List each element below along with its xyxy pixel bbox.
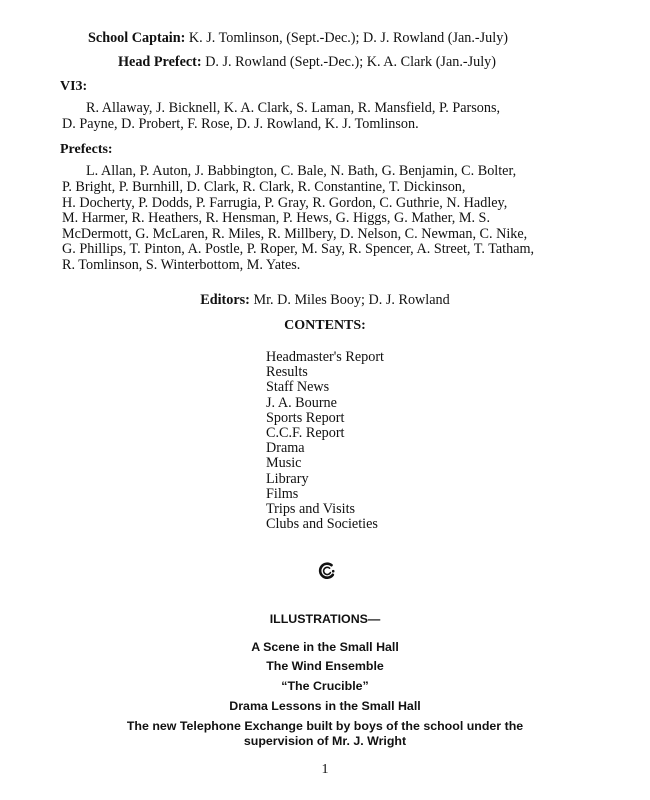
contents-item: Clubs and Societies	[266, 516, 378, 533]
contents-item: C.C.F. Report	[266, 425, 345, 442]
vi3-line-2: D. Payne, D. Probert, F. Rose, D. J. Rowland, K. J. Tomlinson.	[62, 116, 419, 132]
vi3-line-1: R. Allaway, J. Bicknell, K. A. Clark, S. Laman, R. Mansfield, P. Parsons,	[86, 100, 501, 116]
contents-item: Library	[266, 470, 309, 487]
prefects-line: G. Phillips, T. Pinton, A. Postle, P. Roper, M. Say, R. Spencer, A. Street, T. Tatham,	[62, 241, 535, 257]
prefects-line: M. Harmer, R. Heathers, R. Hensman, P. Hews, G. Higgs, G. Mather, M. S.	[62, 210, 490, 226]
head-prefect-label: Head Prefect:	[118, 54, 202, 70]
illustration-item: The new Telephone Exchange built by boys of the school under the	[126, 719, 524, 733]
school-captain-line	[88, 30, 508, 46]
prefects-line: P. Bright, P. Burnhill, D. Clark, R. Clark, R. Constantine, T. Dickinson,	[62, 179, 466, 195]
editors-line	[0, 292, 650, 308]
contents-item: J. A. Bourne	[266, 394, 337, 411]
prefects-line: L. Allan, P. Auton, J. Babbington, C. Bale, N. Bath, G. Benjamin, C. Bolter,	[86, 163, 517, 179]
illustration-item: Drama Lessons in the Small Hall	[229, 699, 421, 713]
illustration-item: The Wind Ensemble	[266, 659, 384, 673]
contents-item: Trips and Visits	[266, 501, 356, 518]
contents-item: Sports Report	[266, 409, 345, 426]
contents-item: Music	[266, 455, 302, 472]
prefects-line: H. Docherty, P. Dodds, P. Farrugia, P. Gray, R. Gordon, C. Guthrie, N. Hadley,	[62, 195, 508, 211]
illustration-item: A Scene in the Small Hall	[251, 640, 399, 654]
contents-item: Results	[266, 364, 308, 381]
school-captain-label: School Captain:	[88, 30, 186, 46]
school-captain-text: K. J. Tomlinson, (Sept.-Dec.); D. J. Rowland (Jan.-July)	[188, 30, 509, 46]
head-prefect-text: D. J. Rowland (Sept.-Dec.); K. A. Clark (Jan.-July)	[205, 54, 496, 70]
editors-text: Mr. D. Miles Booy; D. J. Rowland	[253, 292, 450, 308]
head-prefect-line	[118, 54, 496, 70]
ornament-icon	[318, 562, 336, 580]
prefects-line: McDermott, G. McLaren, R. Miles, R. Millbery, D. Nelson, C. Newman, C. Nike,	[62, 226, 528, 242]
contents-item: Films	[266, 485, 299, 502]
editors-label: Editors:	[200, 292, 250, 308]
vi3-heading: VI3:	[60, 79, 88, 94]
page-number: 1	[321, 762, 329, 777]
prefects-line: R. Tomlinson, S. Winterbottom, M. Yates.	[62, 257, 301, 273]
contents-title: CONTENTS:	[284, 318, 366, 333]
prefects-heading: Prefects:	[60, 142, 113, 157]
contents-item: Staff News	[266, 379, 330, 396]
illustrations-title: ILLUSTRATIONS—	[269, 612, 381, 626]
illustration-item: supervision of Mr. J. Wright	[243, 734, 407, 748]
contents-item: Drama	[266, 440, 305, 457]
illustration-item: “The Crucible”	[281, 679, 369, 693]
contents-list	[266, 350, 384, 532]
contents-item: Headmaster's Report	[266, 349, 384, 365]
